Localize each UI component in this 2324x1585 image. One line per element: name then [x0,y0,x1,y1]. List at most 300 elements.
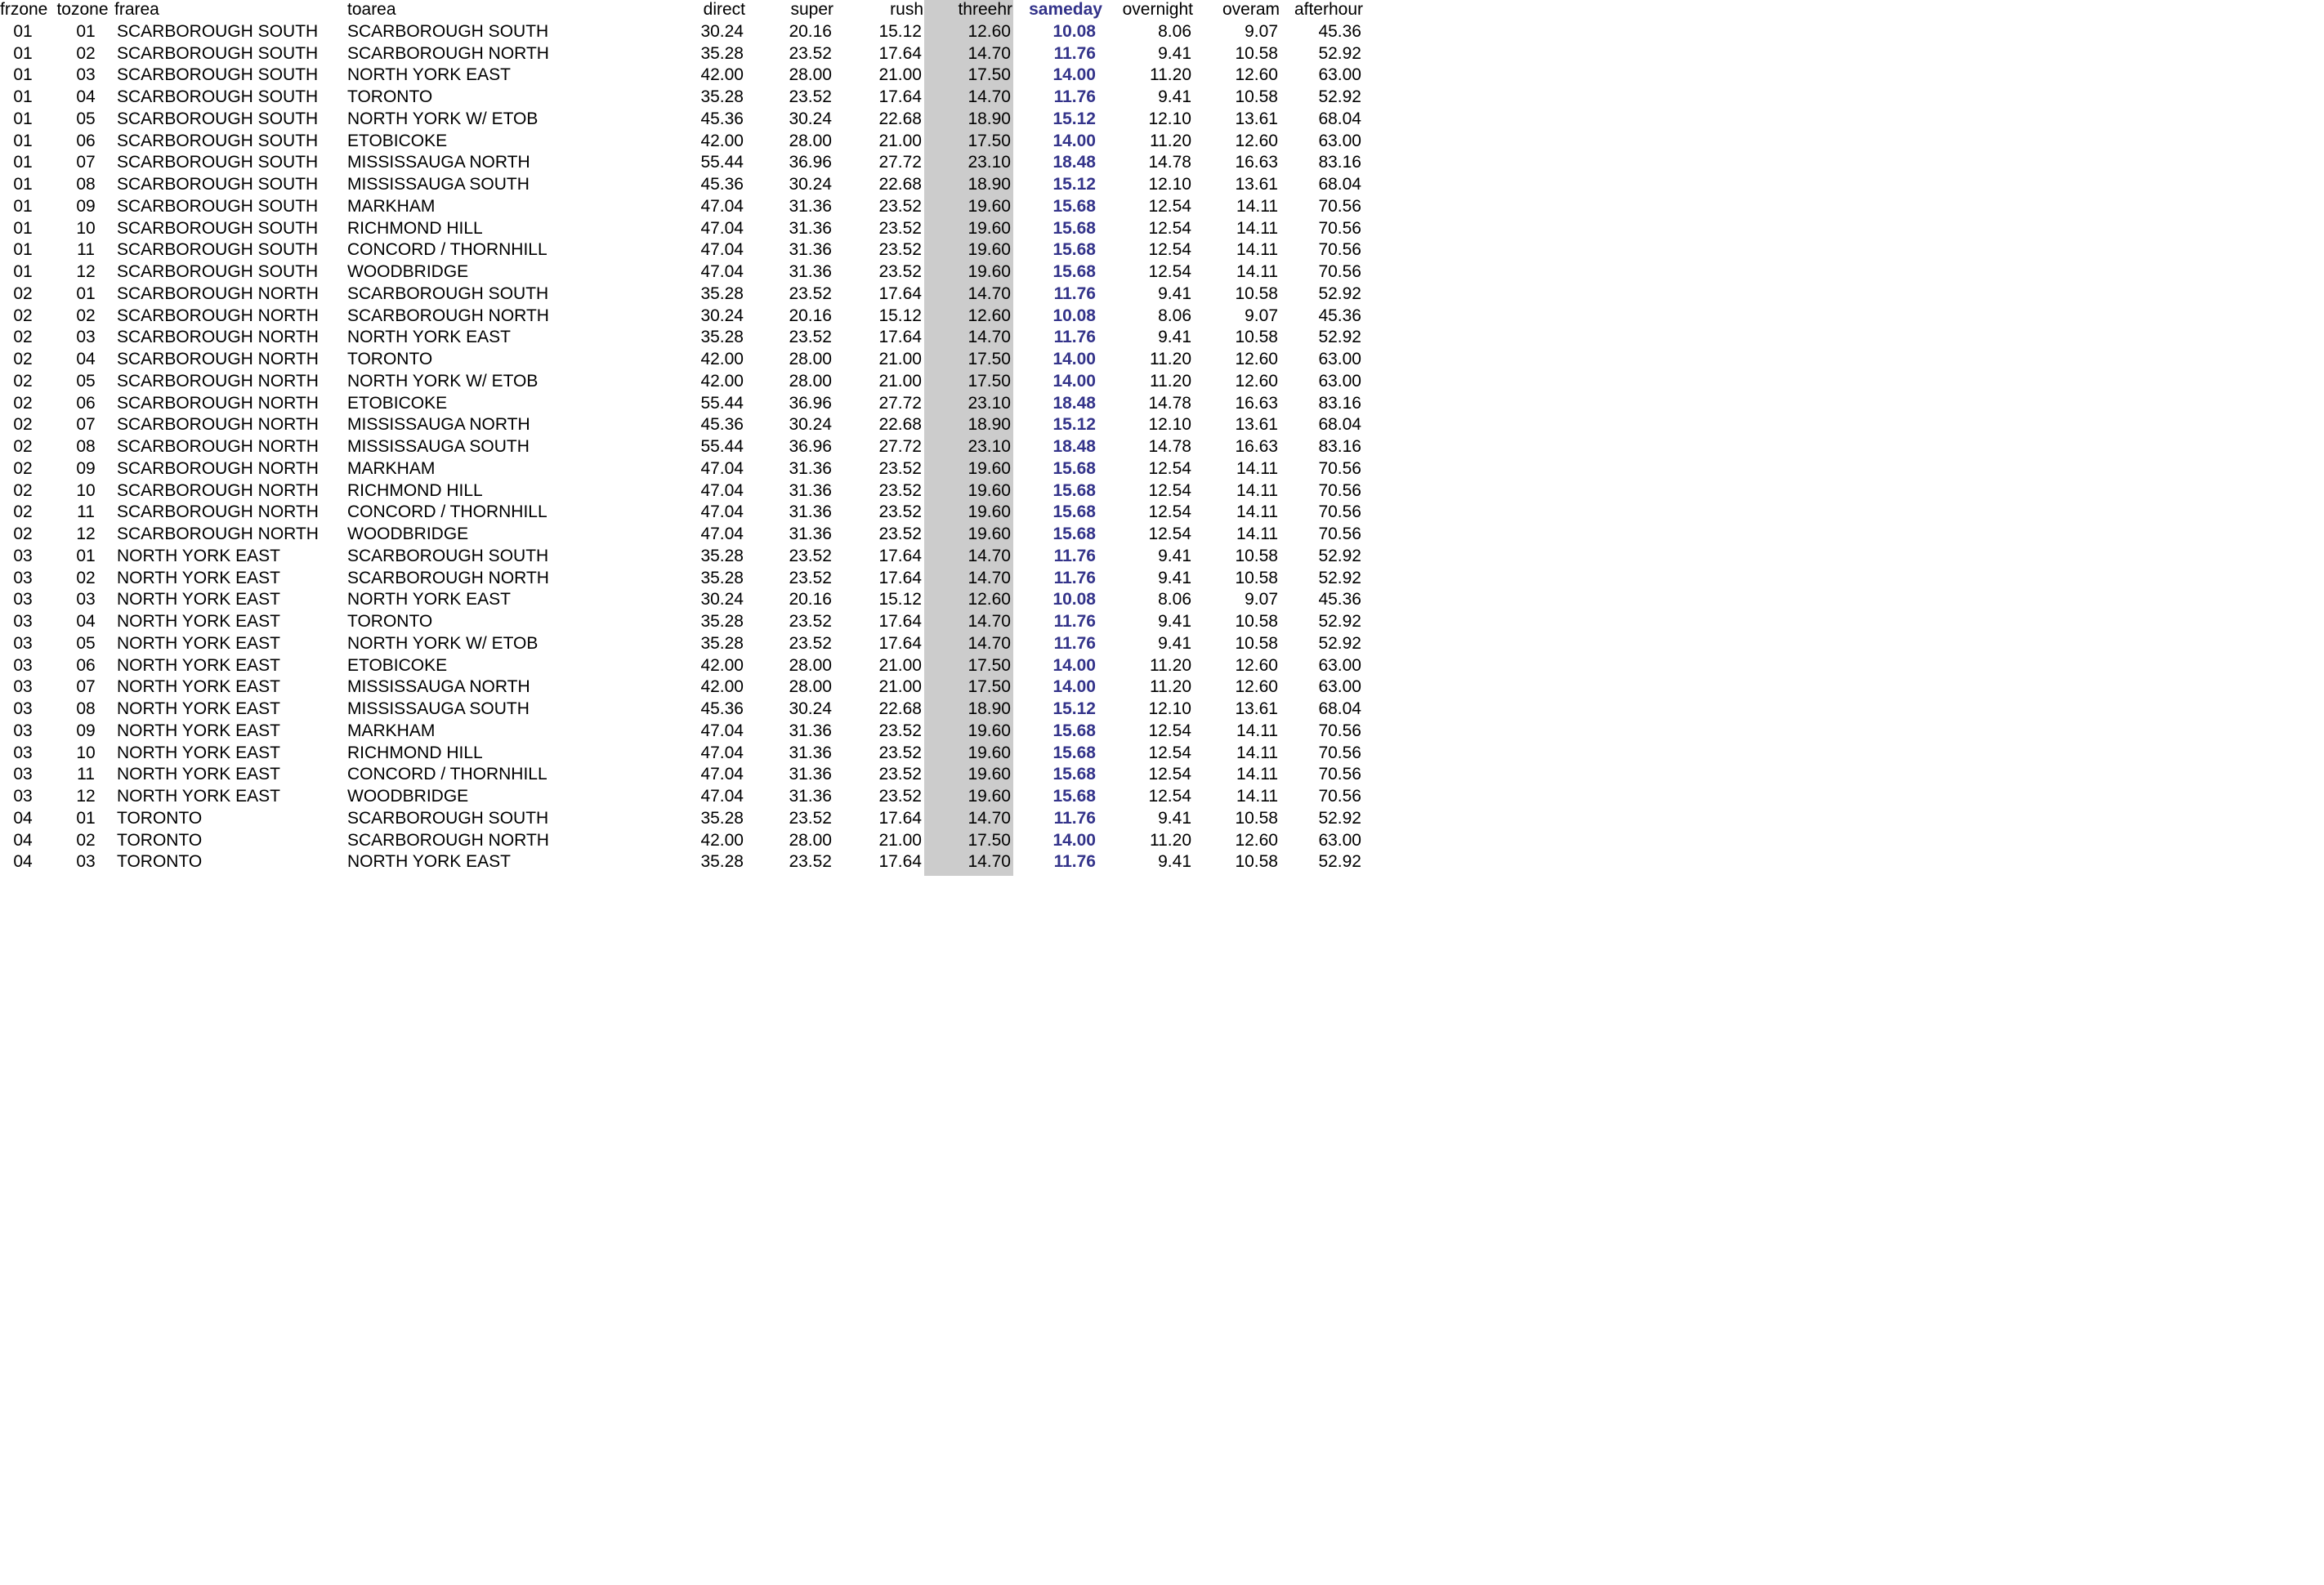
frarea-cell: SCARBOROUGH NORTH [117,371,319,391]
afterhour-cell: 52.92 [1318,284,1361,303]
rush-cell: 23.52 [878,218,922,238]
table-row [0,524,1363,546]
table-row [0,655,1363,677]
super-cell: 23.52 [789,633,832,653]
frarea-cell: SCARBOROUGH SOUTH [117,196,319,216]
tozone-cell: 02 [76,43,96,63]
afterhour-cell: 63.00 [1318,371,1361,391]
toarea-cell: ETOBICOKE [347,393,448,413]
overnight-cell: 12.54 [1148,743,1191,762]
direct-cell: 55.44 [700,393,744,413]
direct-cell: 45.36 [700,175,744,194]
frzone-cell: 04 [13,808,33,828]
table-row [0,414,1363,436]
direct-cell: 42.00 [700,830,744,850]
frzone-cell: 03 [13,590,33,609]
frzone-cell: 02 [13,371,33,391]
table-row [0,196,1363,218]
sameday-cell: 15.68 [1053,787,1096,806]
toarea-cell: NORTH YORK EAST [347,590,511,609]
direct-cell: 55.44 [700,437,744,456]
afterhour-cell: 70.56 [1318,240,1361,260]
frarea-cell: TORONTO [117,830,203,850]
afterhour-cell: 63.00 [1318,830,1361,850]
threehr-cell: 17.50 [968,350,1011,368]
overam-cell: 14.11 [1236,765,1278,784]
overam-cell: 12.60 [1235,677,1278,697]
frzone-cell: 01 [13,262,33,281]
direct-cell: 30.24 [700,590,744,609]
afterhour-cell: 52.92 [1318,87,1361,106]
direct-cell: 42.00 [700,65,744,85]
overam-cell: 10.58 [1235,546,1278,565]
table-row [0,480,1363,502]
super-cell: 23.52 [789,328,832,347]
sameday-cell: 11.76 [1053,568,1096,587]
column-header-threehr: threehr [958,0,1012,19]
rush-cell: 15.12 [878,21,922,41]
table-row [0,284,1363,306]
table-row [0,721,1363,743]
frarea-cell: SCARBOROUGH SOUTH [117,21,319,41]
table-row [0,393,1363,415]
afterhour-cell: 83.16 [1318,437,1361,456]
overnight-cell: 11.20 [1150,350,1191,368]
frarea-cell: SCARBOROUGH SOUTH [117,43,319,63]
frzone-cell: 03 [13,677,33,697]
overnight-cell: 9.41 [1158,328,1191,347]
toarea-cell: MISSISSAUGA SOUTH [347,175,530,194]
super-cell: 28.00 [789,830,832,850]
overam-cell: 14.11 [1236,525,1278,543]
tozone-cell: 09 [76,458,96,478]
overnight-cell: 12.10 [1148,415,1191,435]
direct-cell: 30.24 [700,21,744,41]
overnight-cell: 12.54 [1148,502,1191,522]
table-row [0,743,1363,765]
rush-cell: 17.64 [878,284,922,303]
threehr-cell: 17.50 [968,131,1011,150]
frarea-cell: SCARBOROUGH NORTH [117,415,319,435]
overnight-cell: 12.10 [1148,109,1191,128]
frzone-cell: 03 [13,546,33,565]
afterhour-cell: 52.92 [1318,328,1361,347]
tozone-cell: 02 [76,306,96,325]
threehr-cell: 14.70 [968,87,1011,106]
table-row [0,502,1363,524]
sameday-cell: 10.08 [1053,590,1096,609]
overam-cell: 12.60 [1235,350,1278,368]
overam-cell: 10.58 [1235,808,1278,828]
tozone-cell: 10 [76,480,96,500]
overnight-cell: 12.54 [1148,218,1191,238]
table-row [0,261,1363,284]
toarea-cell: MISSISSAUGA SOUTH [347,699,530,718]
threehr-cell: 14.70 [968,852,1011,872]
direct-cell: 42.00 [700,677,744,697]
frzone-cell: 02 [13,525,33,543]
tozone-cell: 07 [76,415,96,435]
sameday-cell: 14.00 [1053,677,1096,697]
threehr-cell: 14.70 [968,284,1011,303]
rush-cell: 23.52 [878,458,922,478]
direct-cell: 35.28 [700,612,744,631]
toarea-cell: SCARBOROUGH SOUTH [347,21,549,41]
toarea-cell: WOODBRIDGE [347,262,469,281]
frarea-cell: SCARBOROUGH SOUTH [117,109,319,128]
afterhour-cell: 70.56 [1318,262,1361,281]
threehr-cell: 12.60 [968,21,1011,41]
overam-cell: 9.07 [1245,590,1278,609]
sameday-cell: 18.48 [1053,393,1096,413]
afterhour-cell: 83.16 [1318,153,1361,172]
toarea-cell: TORONTO [347,612,433,631]
frzone-cell: 02 [13,328,33,347]
tozone-cell: 03 [76,852,96,872]
afterhour-cell: 68.04 [1318,415,1361,435]
frarea-cell: NORTH YORK EAST [117,655,280,675]
frarea-cell: NORTH YORK EAST [117,787,280,806]
threehr-cell: 19.60 [968,743,1011,762]
sameday-cell: 14.00 [1053,371,1096,391]
sameday-cell: 11.76 [1053,284,1096,303]
super-cell: 30.24 [789,415,832,435]
toarea-cell: TORONTO [347,87,433,106]
tozone-cell: 11 [77,765,95,784]
direct-cell: 30.24 [700,306,744,325]
direct-cell: 47.04 [700,218,744,238]
super-cell: 36.96 [789,153,832,172]
toarea-cell: SCARBOROUGH SOUTH [347,808,549,828]
super-cell: 30.24 [789,109,832,128]
threehr-cell: 12.60 [968,590,1011,609]
rush-cell: 27.72 [878,153,922,172]
rush-cell: 17.64 [878,633,922,653]
direct-cell: 35.28 [700,808,744,828]
toarea-cell: NORTH YORK W/ ETOB [347,109,539,128]
frarea-cell: SCARBOROUGH SOUTH [117,240,319,260]
direct-cell: 47.04 [700,240,744,260]
afterhour-cell: 45.36 [1318,590,1361,609]
toarea-cell: ETOBICOKE [347,131,448,150]
overnight-cell: 9.41 [1158,43,1191,63]
overnight-cell: 11.20 [1150,830,1191,850]
tozone-cell: 01 [76,546,96,565]
overam-cell: 14.11 [1236,218,1278,238]
frzone-cell: 02 [13,393,33,413]
frarea-cell: SCARBOROUGH NORTH [117,525,319,543]
rush-cell: 17.64 [878,87,922,106]
direct-cell: 45.36 [700,699,744,718]
rush-cell: 27.72 [878,393,922,413]
afterhour-cell: 63.00 [1318,655,1361,675]
rate-table-body [0,21,1363,873]
rush-cell: 23.52 [878,765,922,784]
threehr-cell: 19.60 [968,787,1011,806]
table-row [0,699,1363,721]
toarea-cell: MISSISSAUGA NORTH [347,153,530,172]
rush-cell: 23.52 [878,196,922,216]
super-cell: 23.52 [789,568,832,587]
frzone-cell: 01 [13,175,33,194]
sameday-cell: 15.12 [1053,109,1096,128]
super-cell: 31.36 [789,458,832,478]
direct-cell: 42.00 [700,131,744,150]
overnight-cell: 14.78 [1148,437,1191,456]
super-cell: 23.52 [789,43,832,63]
direct-cell: 47.04 [700,525,744,543]
rush-cell: 17.64 [878,568,922,587]
frzone-cell: 03 [13,765,33,784]
column-header-afterhour: afterhour [1294,0,1363,19]
toarea-cell: NORTH YORK W/ ETOB [347,371,539,391]
frzone-cell: 02 [13,458,33,478]
rush-cell: 17.64 [878,852,922,872]
super-cell: 36.96 [789,393,832,413]
overnight-cell: 8.06 [1158,21,1191,41]
overam-cell: 14.11 [1236,262,1278,281]
overnight-cell: 11.20 [1150,371,1191,391]
overnight-cell: 8.06 [1158,590,1191,609]
table-row [0,306,1363,328]
rush-cell: 23.52 [878,525,922,543]
afterhour-cell: 63.00 [1318,65,1361,85]
toarea-cell: SCARBOROUGH SOUTH [347,546,549,565]
frarea-cell: SCARBOROUGH SOUTH [117,262,319,281]
sameday-cell: 10.08 [1053,306,1096,325]
rush-cell: 23.52 [878,787,922,806]
sameday-cell: 15.68 [1053,765,1096,784]
table-row [0,458,1363,480]
afterhour-cell: 45.36 [1318,306,1361,325]
sameday-cell: 11.76 [1053,43,1096,63]
direct-cell: 47.04 [700,458,744,478]
overnight-cell: 8.06 [1158,306,1191,325]
tozone-cell: 03 [76,590,96,609]
sameday-cell: 15.68 [1053,196,1096,216]
afterhour-cell: 52.92 [1318,546,1361,565]
toarea-cell: CONCORD / THORNHILL [347,240,547,260]
direct-cell: 42.00 [700,371,744,391]
threehr-cell: 23.10 [968,153,1011,172]
frarea-cell: NORTH YORK EAST [117,633,280,653]
super-cell: 31.36 [789,218,832,238]
column-header-frzone: frzone [0,0,48,19]
super-cell: 31.36 [789,721,832,740]
frzone-cell: 01 [13,21,33,41]
super-cell: 23.52 [789,87,832,106]
direct-cell: 35.28 [700,633,744,653]
afterhour-cell: 70.56 [1318,765,1361,784]
direct-cell: 35.28 [700,284,744,303]
frzone-cell: 03 [13,655,33,675]
threehr-cell: 19.60 [968,502,1011,522]
frzone-cell: 04 [13,830,33,850]
sameday-cell: 10.08 [1053,21,1096,41]
direct-cell: 42.00 [700,655,744,675]
frarea-cell: SCARBOROUGH SOUTH [117,153,319,172]
direct-cell: 35.28 [700,852,744,872]
super-cell: 28.00 [789,350,832,368]
afterhour-cell: 52.92 [1318,633,1361,653]
super-cell: 23.52 [789,852,832,872]
overam-cell: 14.11 [1236,743,1278,762]
toarea-cell: NORTH YORK EAST [347,852,511,872]
frarea-cell: SCARBOROUGH NORTH [117,393,319,413]
sameday-cell: 11.76 [1053,633,1096,653]
toarea-cell: MISSISSAUGA NORTH [347,677,530,697]
rush-cell: 22.68 [878,415,922,435]
sameday-cell: 11.76 [1053,328,1096,347]
frzone-cell: 01 [13,153,33,172]
super-cell: 23.52 [789,546,832,565]
rush-cell: 22.68 [878,699,922,718]
tozone-cell: 12 [76,262,96,281]
tozone-cell: 09 [76,196,96,216]
super-cell: 31.36 [789,787,832,806]
super-cell: 31.36 [789,502,832,522]
frzone-cell: 01 [13,131,33,150]
rush-cell: 21.00 [878,131,922,150]
tozone-cell: 04 [76,612,96,631]
overnight-cell: 12.54 [1148,721,1191,740]
toarea-cell: NORTH YORK EAST [347,328,511,347]
direct-cell: 47.04 [700,787,744,806]
afterhour-cell: 45.36 [1318,21,1361,41]
afterhour-cell: 63.00 [1318,131,1361,150]
sameday-cell: 11.76 [1053,808,1096,828]
threehr-cell: 18.90 [968,175,1011,194]
direct-cell: 47.04 [700,480,744,500]
threehr-cell: 17.50 [968,677,1011,697]
frzone-cell: 02 [13,306,33,325]
overam-cell: 16.63 [1235,393,1278,413]
threehr-cell: 19.60 [968,480,1011,500]
threehr-cell: 19.60 [968,458,1011,478]
frzone-cell: 01 [13,218,33,238]
direct-cell: 35.28 [700,546,744,565]
table-row [0,830,1363,852]
tozone-cell: 11 [77,240,95,260]
table-row [0,436,1363,458]
super-cell: 36.96 [789,437,832,456]
super-cell: 28.00 [789,371,832,391]
frzone-cell: 02 [13,480,33,500]
threehr-cell: 18.90 [968,699,1011,718]
overam-cell: 9.07 [1245,21,1278,41]
tozone-cell: 10 [76,743,96,762]
afterhour-cell: 70.56 [1318,480,1361,500]
column-header-rush: rush [890,0,923,19]
frarea-cell: TORONTO [117,808,203,828]
frarea-cell: NORTH YORK EAST [117,743,280,762]
rush-cell: 21.00 [878,65,922,85]
sameday-cell: 15.68 [1053,262,1096,281]
frarea-cell: NORTH YORK EAST [117,699,280,718]
frarea-cell: SCARBOROUGH NORTH [117,284,319,303]
column-header-super: super [790,0,834,19]
sameday-cell: 14.00 [1053,350,1096,368]
threehr-cell: 14.70 [968,808,1011,828]
afterhour-cell: 70.56 [1318,525,1361,543]
overnight-cell: 12.54 [1148,525,1191,543]
threehr-cell: 19.60 [968,218,1011,238]
tozone-cell: 03 [76,65,96,85]
rush-cell: 21.00 [878,371,922,391]
frarea-cell: SCARBOROUGH SOUTH [117,218,319,238]
overnight-cell: 12.54 [1148,240,1191,260]
rate-sheet [0,0,1363,876]
overam-cell: 13.61 [1235,415,1278,435]
rush-cell: 23.52 [878,502,922,522]
direct-cell: 42.00 [700,350,744,368]
afterhour-cell: 68.04 [1318,175,1361,194]
threehr-cell: 19.60 [968,240,1011,260]
toarea-cell: MARKHAM [347,721,436,740]
sameday-cell: 11.76 [1053,852,1096,872]
overam-cell: 13.61 [1235,699,1278,718]
frarea-cell: SCARBOROUGH NORTH [117,480,319,500]
sameday-cell: 11.76 [1053,612,1096,631]
table-row [0,109,1363,131]
table-row [0,349,1363,371]
table-row [0,633,1363,655]
overam-cell: 12.60 [1235,655,1278,675]
frzone-cell: 04 [13,852,33,872]
threehr-cell: 19.60 [968,196,1011,216]
rush-cell: 23.52 [878,743,922,762]
toarea-cell: CONCORD / THORNHILL [347,765,547,784]
rush-cell: 21.00 [878,655,922,675]
frzone-cell: 01 [13,87,33,106]
sameday-cell: 14.00 [1053,65,1096,85]
afterhour-cell: 63.00 [1318,677,1361,697]
threehr-cell: 18.90 [968,109,1011,128]
afterhour-cell: 63.00 [1318,350,1361,368]
toarea-cell: ETOBICOKE [347,655,448,675]
rush-cell: 17.64 [878,612,922,631]
super-cell: 31.36 [789,743,832,762]
toarea-cell: NORTH YORK W/ ETOB [347,633,539,653]
threehr-cell: 17.50 [968,830,1011,850]
table-row [0,546,1363,568]
column-header-overam: overam [1222,0,1280,19]
toarea-cell: MISSISSAUGA SOUTH [347,437,530,456]
afterhour-cell: 70.56 [1318,218,1361,238]
frarea-cell: SCARBOROUGH NORTH [117,306,319,325]
tozone-cell: 08 [76,437,96,456]
frarea-cell: NORTH YORK EAST [117,677,280,697]
tozone-cell: 01 [76,808,96,828]
overam-cell: 10.58 [1235,852,1278,872]
overam-cell: 10.58 [1235,328,1278,347]
toarea-cell: SCARBOROUGH NORTH [347,830,549,850]
tozone-cell: 08 [76,175,96,194]
rush-cell: 22.68 [878,109,922,128]
frzone-cell: 02 [13,415,33,435]
threehr-cell: 18.90 [968,415,1011,435]
rush-cell: 23.52 [878,240,922,260]
overam-cell: 12.60 [1235,131,1278,150]
frarea-cell: SCARBOROUGH SOUTH [117,175,319,194]
tozone-cell: 02 [76,568,96,587]
frzone-cell: 01 [13,109,33,128]
table-row [0,808,1363,830]
rush-cell: 27.72 [878,437,922,456]
rush-cell: 17.64 [878,808,922,828]
rush-cell: 21.00 [878,677,922,697]
rush-cell: 23.52 [878,480,922,500]
